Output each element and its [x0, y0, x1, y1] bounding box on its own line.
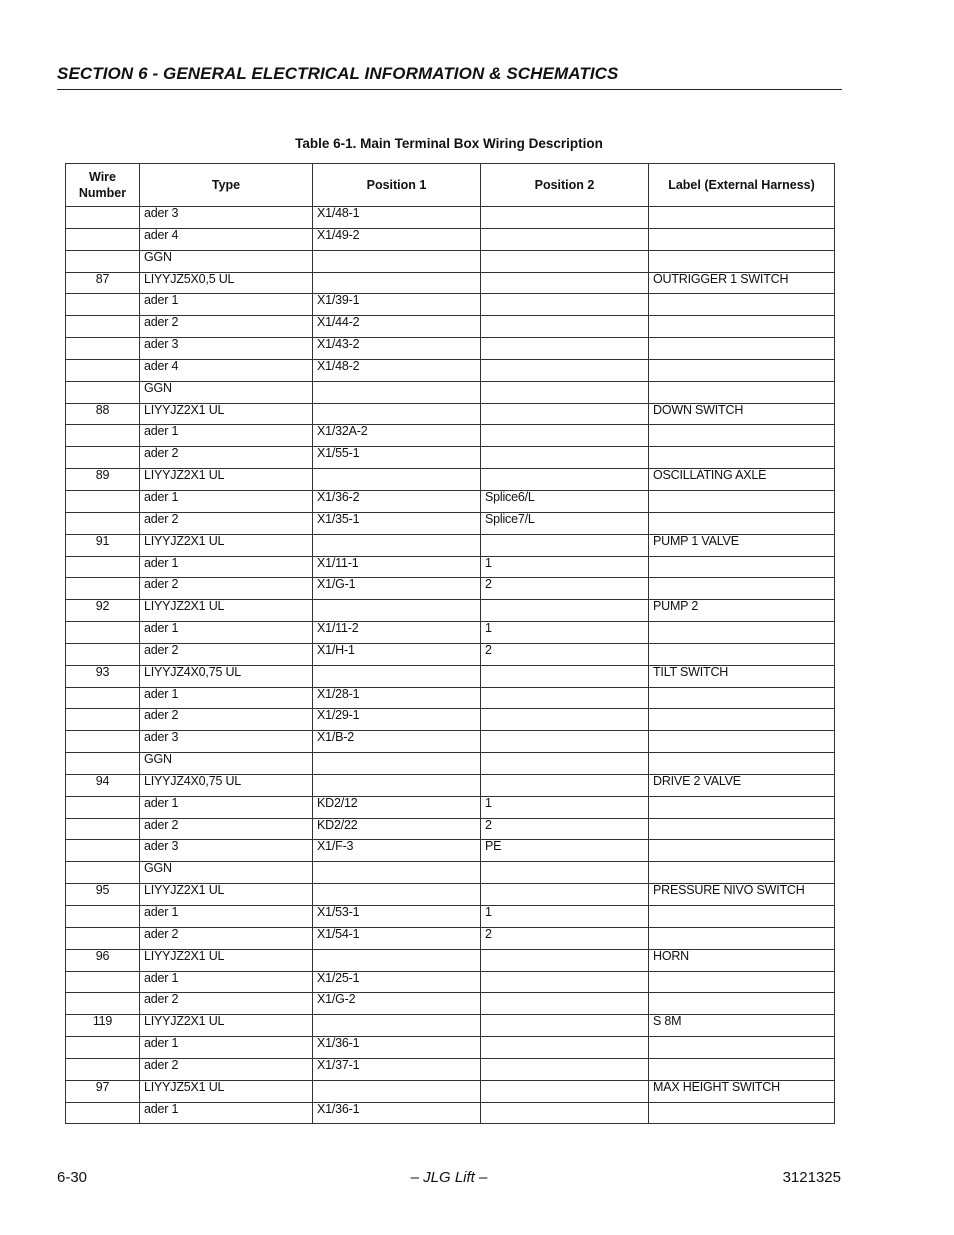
table-row [66, 993, 835, 1015]
type-cell: LIYYJZ2X1 UL [140, 469, 313, 491]
label-cell [649, 578, 835, 600]
position2-cell: 2 [481, 818, 649, 840]
wire-number-cell: 87 [66, 272, 140, 294]
wire-number-cell: 88 [66, 403, 140, 425]
table-row [66, 949, 835, 971]
wire-number-cell [66, 250, 140, 272]
wire-number-cell [66, 971, 140, 993]
type-cell: ader 1 [140, 1102, 313, 1124]
position2-cell [481, 949, 649, 971]
wire-number-cell [66, 490, 140, 512]
type-cell: ader 2 [140, 643, 313, 665]
type-cell: ader 1 [140, 1037, 313, 1059]
wire-number-cell [66, 731, 140, 753]
table-row [66, 971, 835, 993]
position2-cell [481, 971, 649, 993]
type-cell: ader 1 [140, 796, 313, 818]
type-cell: ader 1 [140, 556, 313, 578]
table-row [66, 490, 835, 512]
position2-cell [481, 207, 649, 229]
wire-number-cell: 97 [66, 1080, 140, 1102]
label-cell [649, 381, 835, 403]
table-row [66, 709, 835, 731]
label-cell [649, 818, 835, 840]
position2-cell [481, 862, 649, 884]
type-cell: GGN [140, 381, 313, 403]
table-row [66, 622, 835, 644]
label-cell: DRIVE 2 VALVE [649, 774, 835, 796]
position2-cell [481, 359, 649, 381]
type-cell: ader 2 [140, 818, 313, 840]
wire-number-cell [66, 906, 140, 928]
label-cell: DOWN SWITCH [649, 403, 835, 425]
wire-number-cell [66, 294, 140, 316]
position2-cell [481, 469, 649, 491]
position1-cell: X1/44-2 [313, 316, 481, 338]
position1-cell: X1/49-2 [313, 228, 481, 250]
position1-cell [313, 665, 481, 687]
position2-cell [481, 709, 649, 731]
wire-number-cell [66, 578, 140, 600]
position1-cell [313, 753, 481, 775]
position1-cell [313, 469, 481, 491]
position1-cell: X1/G-1 [313, 578, 481, 600]
table-row [66, 796, 835, 818]
type-cell: ader 3 [140, 207, 313, 229]
position1-cell: X1/28-1 [313, 687, 481, 709]
position1-cell: KD2/22 [313, 818, 481, 840]
table-row [66, 425, 835, 447]
table-row [66, 512, 835, 534]
publisher-label: – JLG Lift – [410, 1169, 488, 1186]
position2-cell: PE [481, 840, 649, 862]
wire-number-cell [66, 425, 140, 447]
position1-cell: X1/39-1 [313, 294, 481, 316]
type-cell: LIYYJZ2X1 UL [140, 949, 313, 971]
position1-cell: X1/53-1 [313, 906, 481, 928]
header-rule [57, 89, 842, 90]
document-number: 3121325 [782, 1169, 841, 1186]
position1-cell: KD2/12 [313, 796, 481, 818]
position1-cell [313, 1080, 481, 1102]
type-cell: LIYYJZ2X1 UL [140, 403, 313, 425]
label-cell [649, 709, 835, 731]
label-cell [649, 228, 835, 250]
position1-cell: X1/36-1 [313, 1037, 481, 1059]
position1-cell: X1/11-2 [313, 622, 481, 644]
table-row [66, 1015, 835, 1037]
wire-number-cell: 91 [66, 534, 140, 556]
table-row [66, 1102, 835, 1124]
wire-number-cell [66, 316, 140, 338]
table-row [66, 447, 835, 469]
table-row [66, 359, 835, 381]
label-cell [649, 971, 835, 993]
type-cell: ader 1 [140, 425, 313, 447]
position1-cell [313, 774, 481, 796]
type-cell: GGN [140, 862, 313, 884]
table-row [66, 316, 835, 338]
label-cell [649, 906, 835, 928]
wire-number-cell: 96 [66, 949, 140, 971]
label-cell: PRESSURE NIVO SWITCH [649, 884, 835, 906]
table-row [66, 403, 835, 425]
table-row [66, 381, 835, 403]
position1-cell [313, 534, 481, 556]
position2-cell [481, 774, 649, 796]
label-cell: PUMP 1 VALVE [649, 534, 835, 556]
position1-cell: X1/B-2 [313, 731, 481, 753]
wire-number-cell [66, 687, 140, 709]
column-header-position2: Position 2 [481, 164, 649, 207]
position1-cell [313, 250, 481, 272]
position1-cell: X1/43-2 [313, 338, 481, 360]
type-cell: ader 1 [140, 294, 313, 316]
position1-cell [313, 1015, 481, 1037]
position1-cell: X1/36-1 [313, 1102, 481, 1124]
table-row [66, 228, 835, 250]
type-cell: ader 3 [140, 840, 313, 862]
position1-cell: X1/55-1 [313, 447, 481, 469]
label-cell [649, 490, 835, 512]
position2-cell: 1 [481, 622, 649, 644]
label-cell: TILT SWITCH [649, 665, 835, 687]
type-cell: LIYYJZ2X1 UL [140, 1015, 313, 1037]
table-row [66, 469, 835, 491]
position2-cell: 2 [481, 927, 649, 949]
position2-cell [481, 294, 649, 316]
position1-cell [313, 272, 481, 294]
position1-cell [313, 381, 481, 403]
label-cell [649, 687, 835, 709]
label-cell [649, 622, 835, 644]
label-cell [649, 1102, 835, 1124]
position2-cell: Splice6/L [481, 490, 649, 512]
table-row [66, 600, 835, 622]
type-cell: ader 3 [140, 731, 313, 753]
position2-cell [481, 447, 649, 469]
position1-cell: X1/54-1 [313, 927, 481, 949]
label-cell [649, 556, 835, 578]
label-cell: OSCILLATING AXLE [649, 469, 835, 491]
position2-cell [481, 1080, 649, 1102]
type-cell: LIYYJZ2X1 UL [140, 884, 313, 906]
wire-number-cell [66, 862, 140, 884]
position2-cell [481, 1037, 649, 1059]
position2-cell [481, 316, 649, 338]
position2-cell: 1 [481, 796, 649, 818]
type-cell: ader 2 [140, 447, 313, 469]
position1-cell [313, 403, 481, 425]
table-header-row [66, 164, 835, 207]
wire-number-cell [66, 1102, 140, 1124]
table-row [66, 753, 835, 775]
table-row [66, 687, 835, 709]
table-title: Table 6-1. Main Terminal Box Wiring Description [295, 136, 603, 151]
label-cell: OUTRIGGER 1 SWITCH [649, 272, 835, 294]
position2-cell [481, 1058, 649, 1080]
position1-cell: X1/32A-2 [313, 425, 481, 447]
table-row [66, 643, 835, 665]
page-number: 6-30 [57, 1169, 88, 1186]
position1-cell [313, 600, 481, 622]
type-cell: GGN [140, 250, 313, 272]
column-header-position1: Position 1 [313, 164, 481, 207]
position2-cell [481, 884, 649, 906]
position1-cell: X1/29-1 [313, 709, 481, 731]
type-cell: ader 1 [140, 490, 313, 512]
table-row [66, 818, 835, 840]
type-cell: ader 1 [140, 906, 313, 928]
table-row [66, 207, 835, 229]
type-cell: ader 1 [140, 687, 313, 709]
wire-number-cell: 92 [66, 600, 140, 622]
label-cell: HORN [649, 949, 835, 971]
table-row [66, 884, 835, 906]
table-row [66, 578, 835, 600]
type-cell: ader 3 [140, 338, 313, 360]
position1-cell [313, 862, 481, 884]
table-row [66, 774, 835, 796]
label-cell: S 8M [649, 1015, 835, 1037]
position2-cell [481, 993, 649, 1015]
label-cell [649, 927, 835, 949]
wire-number-cell: 95 [66, 884, 140, 906]
position2-cell: 2 [481, 643, 649, 665]
position2-cell [481, 338, 649, 360]
label-cell [649, 447, 835, 469]
position1-cell: X1/37-1 [313, 1058, 481, 1080]
section-title: SECTION 6 - GENERAL ELECTRICAL INFORMATION & SCHEMATICS [57, 64, 619, 83]
table-row [66, 294, 835, 316]
type-cell: ader 2 [140, 709, 313, 731]
position2-cell [481, 600, 649, 622]
table-row [66, 250, 835, 272]
table-row [66, 927, 835, 949]
position1-cell: X1/48-1 [313, 207, 481, 229]
wire-number-cell [66, 796, 140, 818]
column-header-wire-line2: Number [78, 186, 127, 200]
label-cell [649, 862, 835, 884]
type-cell: GGN [140, 753, 313, 775]
wire-number-cell [66, 927, 140, 949]
column-header-label: Label (External Harness) [649, 164, 835, 207]
column-header-type: Type [140, 164, 313, 207]
position2-cell: 2 [481, 578, 649, 600]
wire-number-cell [66, 643, 140, 665]
table-row [66, 840, 835, 862]
position1-cell: X1/36-2 [313, 490, 481, 512]
label-cell [649, 840, 835, 862]
table-row [66, 272, 835, 294]
label-cell [649, 993, 835, 1015]
wire-number-cell [66, 512, 140, 534]
wire-number-cell: 94 [66, 774, 140, 796]
position2-cell [481, 534, 649, 556]
table-row [66, 556, 835, 578]
wire-number-cell [66, 338, 140, 360]
table-row [66, 862, 835, 884]
table-body [66, 207, 835, 1124]
type-cell: ader 2 [140, 1058, 313, 1080]
position2-cell [481, 250, 649, 272]
position2-cell [481, 687, 649, 709]
table-row [66, 1037, 835, 1059]
label-cell [649, 338, 835, 360]
label-cell: MAX HEIGHT SWITCH [649, 1080, 835, 1102]
wire-number-cell [66, 447, 140, 469]
label-cell: PUMP 2 [649, 600, 835, 622]
table-row [66, 731, 835, 753]
position1-cell: X1/25-1 [313, 971, 481, 993]
position1-cell: X1/H-1 [313, 643, 481, 665]
type-cell: ader 2 [140, 578, 313, 600]
position1-cell: X1/G-2 [313, 993, 481, 1015]
table-row [66, 534, 835, 556]
type-cell: ader 2 [140, 927, 313, 949]
type-cell: ader 2 [140, 512, 313, 534]
type-cell: LIYYJZ5X0,5 UL [140, 272, 313, 294]
wire-number-cell [66, 993, 140, 1015]
wire-number-cell [66, 622, 140, 644]
position2-cell [481, 272, 649, 294]
type-cell: LIYYJZ5X1 UL [140, 1080, 313, 1102]
position2-cell: 1 [481, 906, 649, 928]
type-cell: ader 2 [140, 316, 313, 338]
label-cell [649, 359, 835, 381]
label-cell [649, 753, 835, 775]
wire-number-cell [66, 381, 140, 403]
type-cell: ader 1 [140, 622, 313, 644]
position1-cell [313, 949, 481, 971]
position2-cell: Splice7/L [481, 512, 649, 534]
wire-number-cell [66, 359, 140, 381]
table-row [66, 338, 835, 360]
table-row [66, 1058, 835, 1080]
column-header-wire-number [66, 164, 140, 207]
wiring-table [65, 163, 835, 1124]
label-cell [649, 316, 835, 338]
label-cell [649, 425, 835, 447]
position2-cell [481, 1102, 649, 1124]
wire-number-cell [66, 228, 140, 250]
wire-number-cell [66, 840, 140, 862]
table-row [66, 665, 835, 687]
position2-cell [481, 228, 649, 250]
type-cell: ader 2 [140, 993, 313, 1015]
label-cell [649, 796, 835, 818]
label-cell [649, 294, 835, 316]
position1-cell: X1/F-3 [313, 840, 481, 862]
position2-cell: 1 [481, 556, 649, 578]
table-row [66, 1080, 835, 1102]
wire-number-cell [66, 556, 140, 578]
type-cell: LIYYJZ2X1 UL [140, 600, 313, 622]
position2-cell [481, 665, 649, 687]
wire-number-cell: 93 [66, 665, 140, 687]
label-cell [649, 731, 835, 753]
wire-number-cell: 119 [66, 1015, 140, 1037]
position1-cell: X1/35-1 [313, 512, 481, 534]
label-cell [649, 250, 835, 272]
type-cell: ader 1 [140, 971, 313, 993]
position1-cell: X1/11-1 [313, 556, 481, 578]
position2-cell [481, 753, 649, 775]
wire-number-cell [66, 1037, 140, 1059]
label-cell [649, 207, 835, 229]
type-cell: LIYYJZ4X0,75 UL [140, 774, 313, 796]
wire-number-cell [66, 818, 140, 840]
type-cell: LIYYJZ4X0,75 UL [140, 665, 313, 687]
position1-cell [313, 884, 481, 906]
type-cell: ader 4 [140, 359, 313, 381]
position2-cell [481, 425, 649, 447]
position2-cell [481, 381, 649, 403]
label-cell [649, 643, 835, 665]
type-cell: LIYYJZ2X1 UL [140, 534, 313, 556]
position2-cell [481, 1015, 649, 1037]
position2-cell [481, 403, 649, 425]
type-cell: ader 4 [140, 228, 313, 250]
table-row [66, 906, 835, 928]
wire-number-cell [66, 1058, 140, 1080]
label-cell [649, 1037, 835, 1059]
position2-cell [481, 731, 649, 753]
position1-cell: X1/48-2 [313, 359, 481, 381]
label-cell [649, 1058, 835, 1080]
wire-number-cell [66, 207, 140, 229]
label-cell [649, 512, 835, 534]
wire-number-cell: 89 [66, 469, 140, 491]
column-header-wire-line1: Wire [89, 170, 116, 184]
wire-number-cell [66, 709, 140, 731]
wire-number-cell [66, 753, 140, 775]
